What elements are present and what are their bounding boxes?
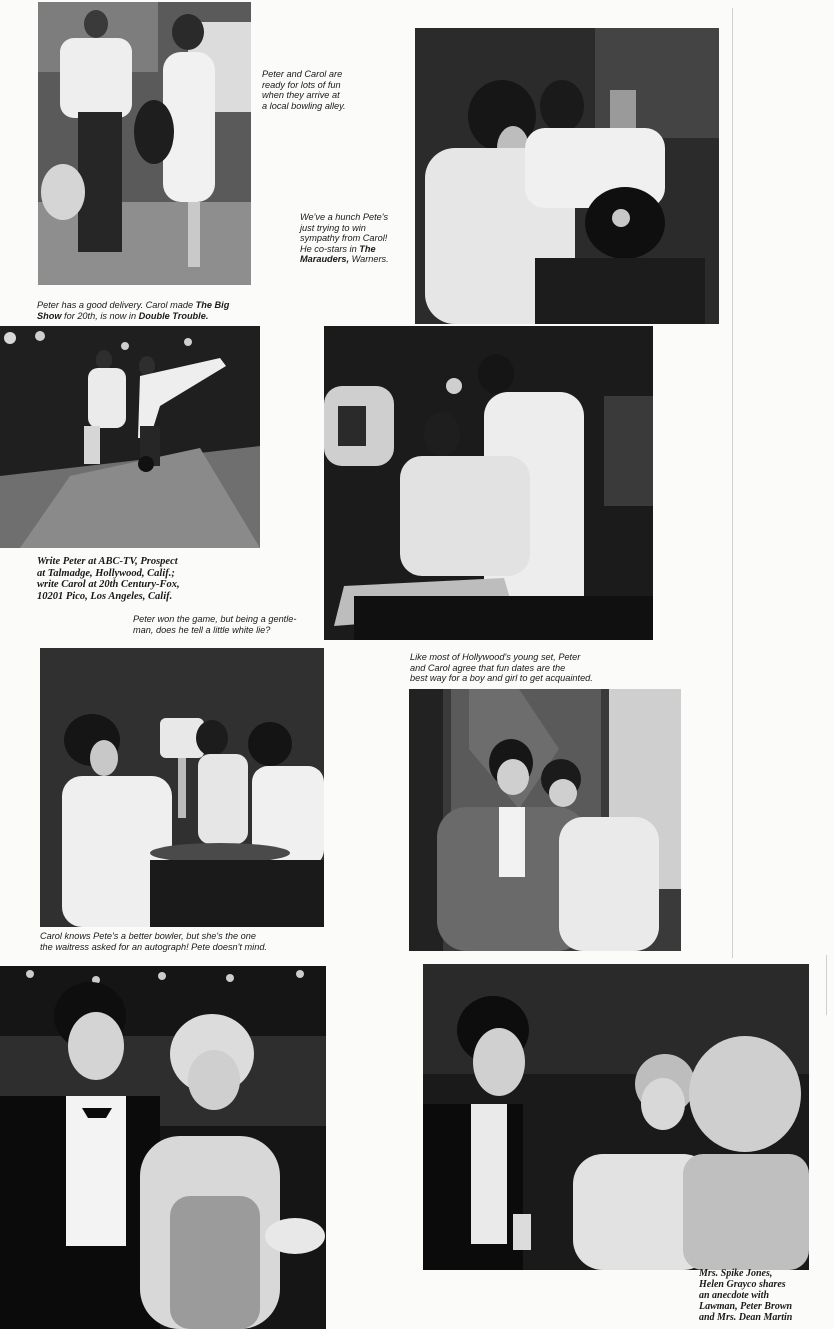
caption-delivery: [37, 300, 267, 321]
photo-waitress-autograph: [40, 648, 324, 927]
caption-write-address: Write Peter at ABC-TV, Prospect at Talmadge, Hollywood, Calif.; write Carol at 20th Century-Fox, 10201 Pico, Los Angeles, Calif.: [37, 556, 180, 602]
page-edge-right-lower: [826, 955, 827, 1015]
caption-arrival: Peter and Carol are ready for lots of fun when they arrive at a local bowling alley.: [262, 69, 346, 111]
caption-game: Peter won the game, but being a gentle- man, does he tell a little white lie?: [133, 614, 297, 635]
photo-anecdote: [423, 964, 809, 1270]
photo-sympathy: [415, 28, 719, 324]
caption-sympathy-film: The Marauders,: [300, 243, 376, 265]
caption-delivery-mid: for 20th, is now in: [61, 310, 139, 321]
caption-sympathy-text: We've a hunch Pete's just trying to win sympathy from Carol! He co-stars in: [300, 212, 389, 254]
caption-delivery-film-two: Double Trouble.: [138, 310, 209, 321]
photo-formal-couple: [0, 966, 326, 1329]
caption-young-set: Like most of Hollywood's young set, Peter and Carol agree that fun dates are the best way for a boy and girl to get acquainted.: [410, 652, 593, 684]
caption-anecdote: Mrs. Spike Jones, Helen Grayco shares an anecdote with Lawman, Peter Brown and Mrs. Dean Martin: [699, 1268, 793, 1323]
caption-delivery-text: Peter has a good delivery. Carol made: [37, 300, 196, 310]
photo-scorecard: [324, 326, 653, 640]
caption-sympathy: [300, 212, 412, 265]
photo-arrival-bowling-alley: [38, 2, 251, 285]
photo-bowling-delivery: [0, 326, 260, 548]
caption-delivery-film-one: The Big Show: [37, 300, 230, 321]
caption-waitress: Carol knows Pete's a better bowler, but she's the one the waitress asked for an autograph! Pete doesn't mind.: [40, 931, 267, 952]
caption-sympathy-studio: Warners.: [349, 254, 389, 265]
page-edge-right: [732, 8, 733, 958]
photo-couple-acquainted: [409, 689, 681, 951]
